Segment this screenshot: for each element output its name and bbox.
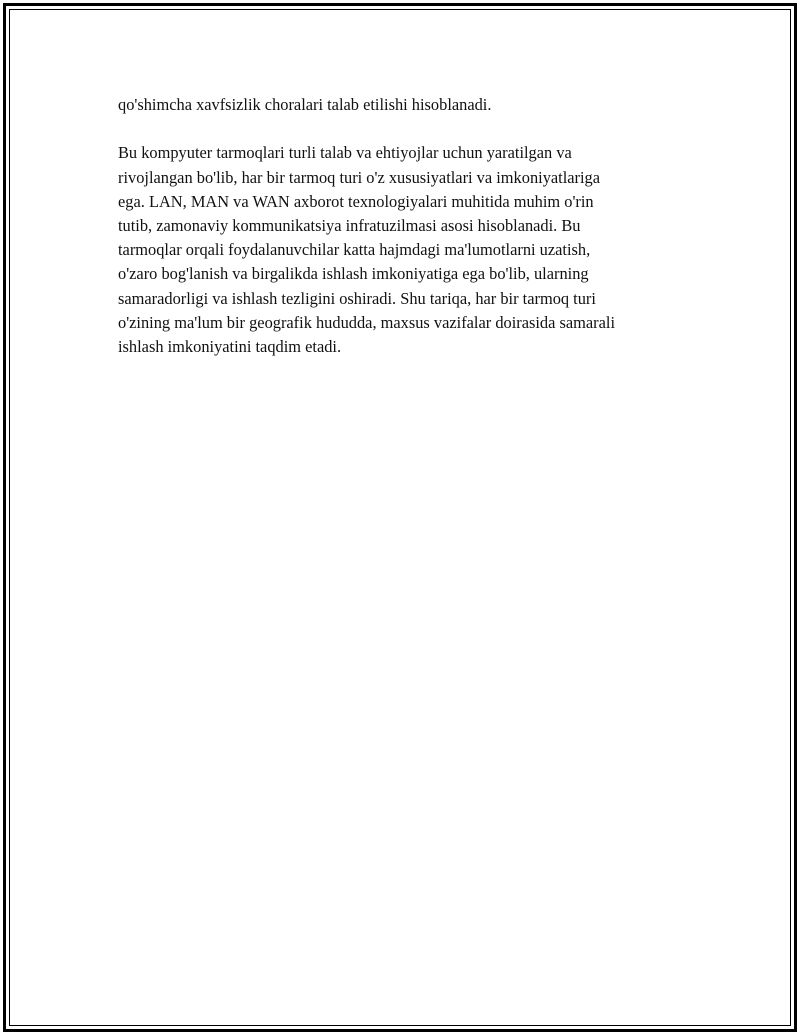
paragraph-continuation: qo'shimcha xavfsizlik choralari talab etilishi hisoblanadi. [118, 95, 492, 114]
paragraph-network-summary: Bu kompyuter tarmoqlari turli talab va ehtiyojlar uchun yaratilgan va rivojlangan bo'lib, har bir tarmoq turi o'z xususiyatlari va imkoniyatlariga ega. LAN, MAN va WAN axborot texnologiyalari muhitida muhim o'rin tutib, zamonaviy kommunikatsiya infratuzilmasi asosi hisoblanadi. Bu tarmoqlar orqali foydalanuvchilar katta hajmdagi ma'lumotlarni uzatish, o'zaro bog'lanish va birgalikda ishlash imkoniyatiga ega bo'lib, ularning samaradorligi va ishlash tezligini oshiradi. Shu tariqa, har bir tarmoq turi o'zining ma'lum bir geografik hududda, maxsus vazifalar doirasida samarali ishlash imkoniyatini taqdim etadi. [118, 143, 616, 357]
document-body [118, 93, 698, 359]
